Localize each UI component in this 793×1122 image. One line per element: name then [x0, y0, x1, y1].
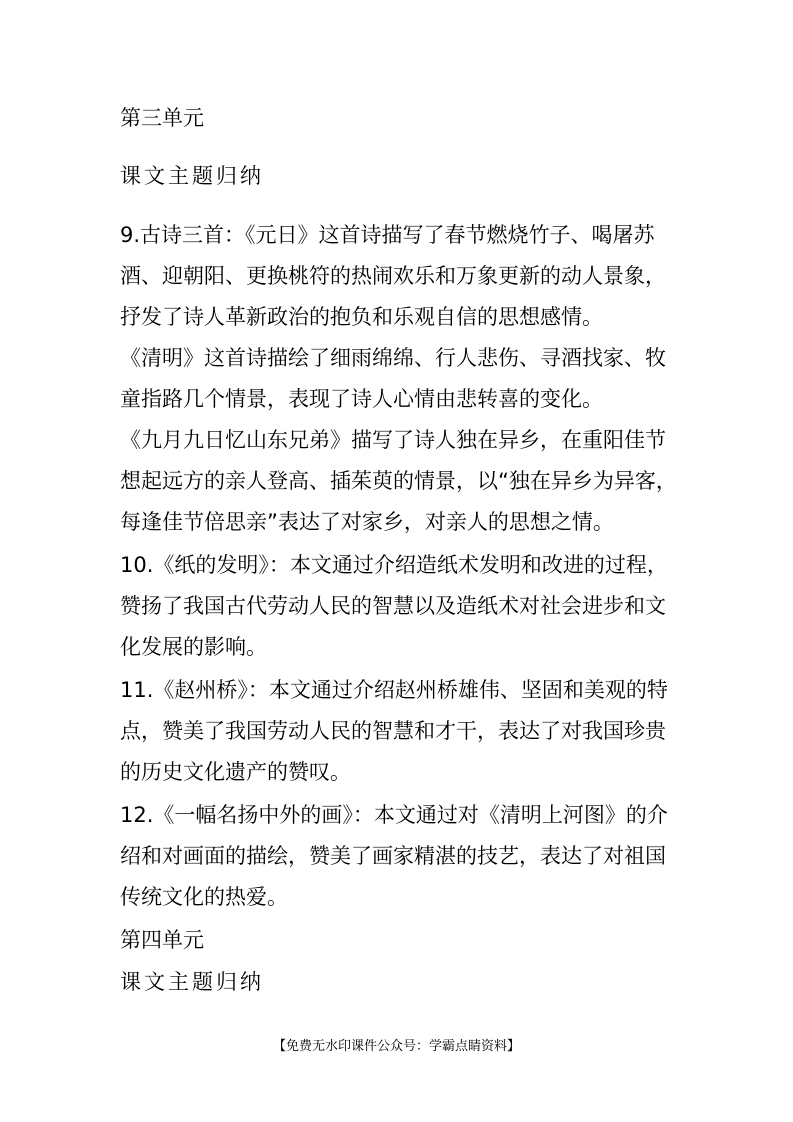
text-line: 绍和对画面的描绘，赞美了画家精湛的技艺，表达了对祖国 [120, 844, 666, 868]
footer-watermark-text: 【免费无水印课件公众号：学霸点睛资料】 [272, 1039, 520, 1054]
text-line: 点，赞美了我国劳动人民的智慧和才干，表达了对我国珍贵 [120, 719, 666, 743]
text-line: 10.《纸的发明》：本文通过介绍造纸术发明和改进的过程， [120, 553, 668, 577]
text-line: 的历史文化遗产的赞叹。 [120, 760, 351, 784]
text-line: 《清明》这首诗描绘了细雨绵绵、行人悲伤、寻酒找家、牧 [120, 346, 666, 370]
text-line: 想起远方的亲人登高、插茱萸的情景，以“独在异乡为异客， [120, 469, 677, 493]
text-line: 化发展的影响。 [120, 635, 267, 659]
text-line: 《九月九日忆山东兄弟》描写了诗人独在异乡，在重阳佳节 [120, 428, 666, 452]
text-line: 赞扬了我国古代劳动人民的智慧以及造纸术对社会进步和文 [120, 594, 666, 618]
unit3-title: 第三单元 [120, 106, 204, 130]
unit4-subtitle: 课文主题归纳 [120, 970, 264, 994]
text-line: 酒、迎朝阳、更换桃符的热闹欢乐和万象更新的动人景象， [120, 264, 666, 288]
unit3-subtitle: 课文主题归纳 [120, 164, 264, 188]
text-line: 12.《一幅名扬中外的画》：本文通过对《清明上河图》的介 [120, 803, 668, 827]
text-line: 童指路几个情景，表现了诗人心情由悲转喜的变化。 [120, 387, 603, 411]
unit4-title: 第四单元 [120, 928, 204, 952]
text-line: 每逢佳节倍思亲”表达了对家乡，对亲人的思想之情。 [120, 510, 614, 534]
text-line: 抒发了诗人革新政治的抱负和乐观自信的思想感情。 [120, 305, 603, 329]
text-line: 9.古诗三首：《元日》这首诗描写了春节燃烧竹子、喝屠苏 [120, 223, 655, 247]
text-line: 传统文化的热爱。 [120, 885, 288, 909]
text-line: 11.《赵州桥》：本文通过介绍赵州桥雄伟、坚固和美观的特 [120, 678, 668, 702]
